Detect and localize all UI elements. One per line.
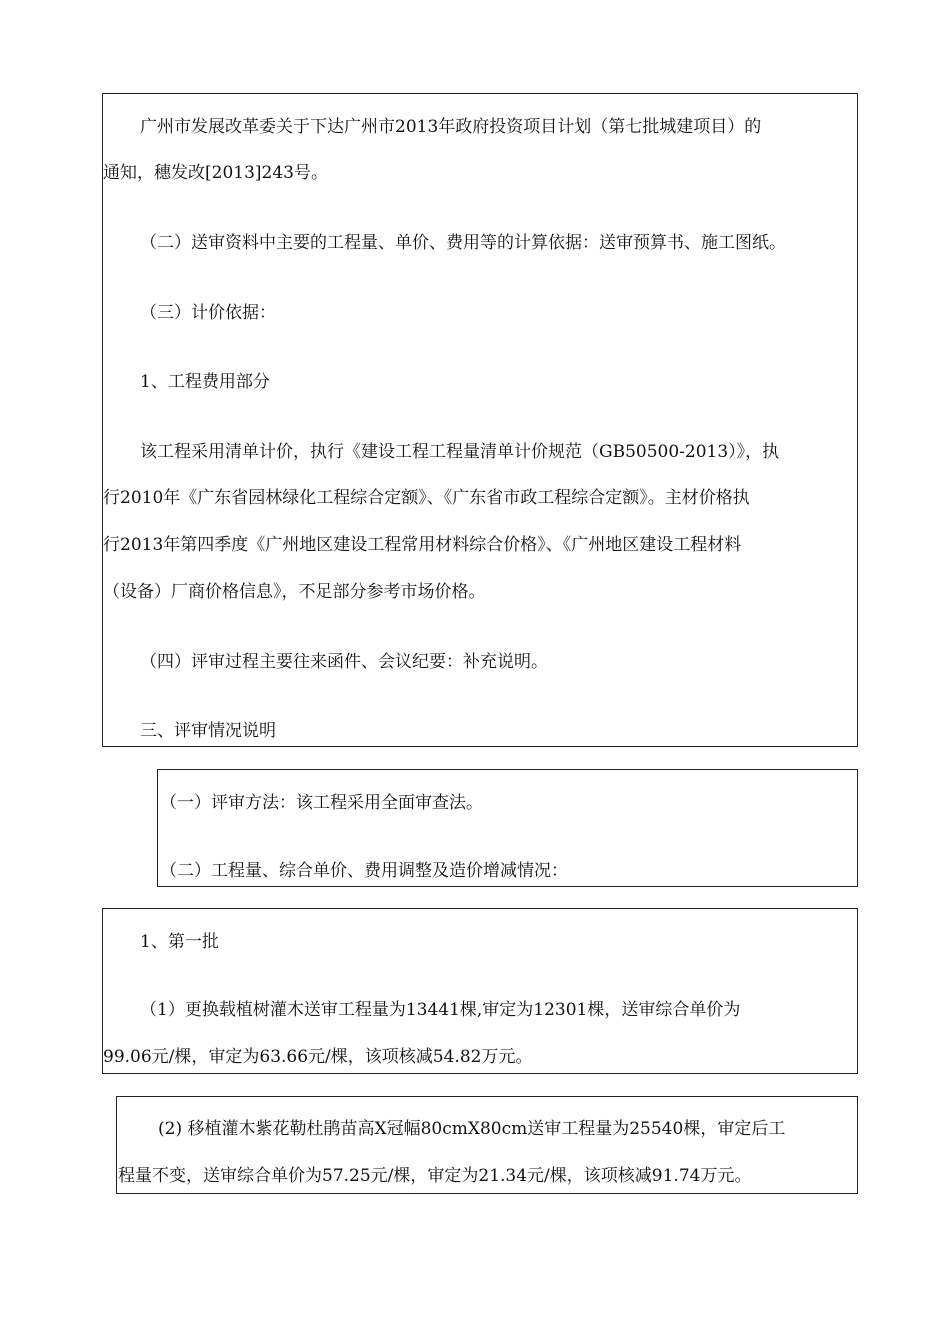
paragraph-review-method: （一）评审方法：该工程采用全面审查法。 [160,793,483,813]
paragraph-item-1-line-2: 99.06元/棵，审定为63.66元/棵，该项核减54.82万元。 [103,1047,533,1067]
paragraph-notice-line-1: 广州市发展改革委关于下达广州市2013年政府投资项目计划（第七批城建项目）的 [140,117,762,137]
paragraph-pricing-line-4: （设备）厂商价格信息》，不足部分参考市场价格。 [103,582,486,602]
heading-engineering-cost: 1、工程费用部分 [140,372,270,392]
text-block-basis [102,93,858,747]
paragraph-adjustments: （二）工程量、综合单价、费用调整及造价增减情况： [160,861,568,881]
paragraph-pricing-line-1: 该工程采用清单计价，执行《建设工程工程量清单计价规范（GB50500-2013）》，执 [140,442,780,462]
paragraph-notice-line-2: 通知，穗发改[2013]243号。 [103,163,328,183]
paragraph-pricing-line-2: 行2010年《广东省园林绿化工程综合定额》、《广东省市政工程综合定额》。主材价格执 [103,488,750,508]
heading-batch-1: 1、第一批 [140,932,219,952]
paragraph-item-2-line-2: 程量不变，送审综合单价为57.25元/棵，审定为21.34元/棵，该项核减91.74万元。 [118,1166,752,1186]
paragraph-item-1-line-1: （1）更换载植树灌木送审工程量为13441棵,审定为12301棵，送审综合单价为 [140,1000,741,1020]
paragraph-calc-basis: （二）送审资料中主要的工程量、单价、费用等的计算依据：送审预算书、施工图纸。 [140,233,786,253]
paragraph-item-2-line-1: (2) 移植灌木紫花勒杜鹃苗高X冠幅80cmX80cm送审工程量为25540棵，审定后工 [158,1119,786,1139]
heading-review-notes: 三、评审情况说明 [140,721,276,741]
paragraph-pricing-line-3: 行2013年第四季度《广州地区建设工程常用材料综合价格》、《广州地区建设工程材料 [103,535,742,555]
heading-pricing-basis: （三）计价依据： [140,303,276,323]
paragraph-correspondence: （四）评审过程主要往来函件、会议纪要：补充说明。 [140,652,548,672]
